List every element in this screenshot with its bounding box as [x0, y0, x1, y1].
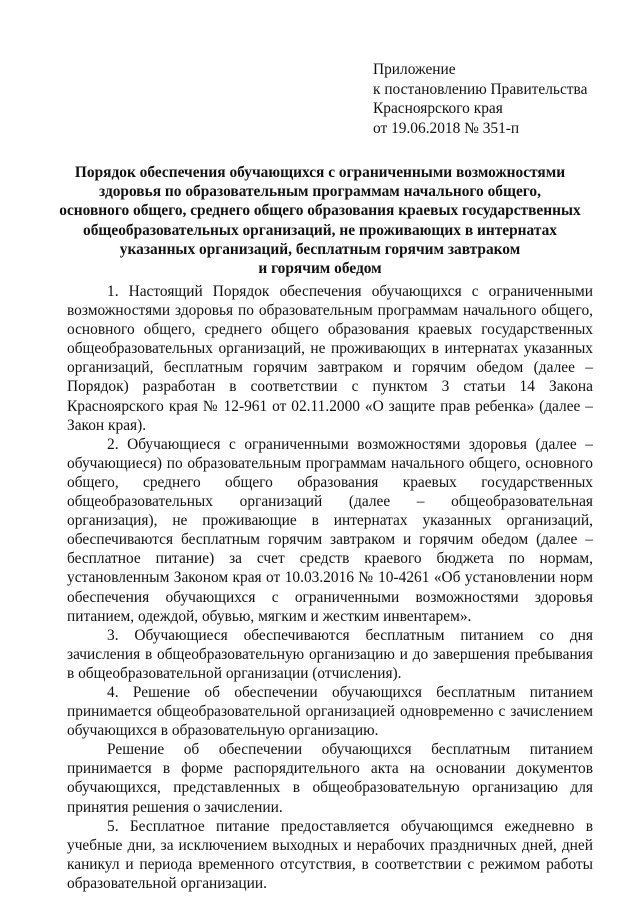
paragraph-4-continued: Решение об обеспечении обучающихся бесплатным питанием принимается в форме распорядительного акта на основании документов обучающихся, представленных в общеобразовательную организацию для принятия решения о зачислении.: [67, 741, 593, 816]
title-line: здоровья по образовательным программам начального общего,: [99, 183, 541, 201]
appendix-line: от 19.06.2018 № 351-п: [373, 119, 520, 137]
title-line: общеобразовательных организаций, не проживающих в интернатах: [83, 221, 557, 239]
paragraph-2: 2. Обучающиеся с ограниченными возможностями здоровья (далее – обучающиеся) по образовательным программам начального общего, основного общего, среднего общего образования краевых государственных общеобразовательных организаций (далее – общеобразовательная организация), не проживающие в интернатах указанных организаций, обеспечиваются бесплатным горячим завтраком и горячим обедом (далее – бесплатное питание) за счет средств краевого бюджета по нормам, установленным Законом края от 10.03.2016 № 10-4261 «Об установлении норм обеспечения обучающихся с ограниченными возможностями здоровья питанием, одеждой, обувью, мягким и жестким инвентарем».: [67, 435, 593, 625]
paragraph-3: 3. Обучающиеся обеспечиваются бесплатным питанием со дня зачисления в общеобразовательную организацию и до завершения пребывания в общеобразовательной организации (отчисления).: [67, 626, 593, 682]
appendix-line: к постановлению Правительства: [373, 80, 588, 98]
title-line: указанных организаций, бесплатным горячим завтраком: [119, 240, 521, 258]
paragraph-1: 1. Настоящий Порядок обеспечения обучающихся с ограниченными возможностями здоровья по образовательным программам начального общего, основного общего, среднего общего образования краевых государственных общеобразовательных организаций, не проживающих в интернатах указанных организаций, бесплатным горячим завтраком и горячим обедом (далее – Порядок) разработан в соответствии с пунктом 3 статьи 14 Закона Красноярского края № 12-961 от 02.11.2000 «О защите прав ребенка» (далее – Закон края).: [67, 283, 593, 434]
appendix-line: Приложение: [373, 61, 456, 78]
paragraph-4: 4. Решение об обеспечении обучающихся бесплатным питанием принимается общеобразовательной организацией одновременно с зачислением обучающихся в образовательную организацию.: [67, 683, 593, 740]
title-line: Порядок обеспечения обучающихся с ограниченными возможностями: [74, 164, 566, 181]
appendix-line: Красноярского края: [373, 100, 503, 117]
title-line: основного общего, среднего общего образования краевых государственных: [59, 202, 581, 220]
document-title: [40, 163, 600, 278]
document-body: [67, 282, 593, 893]
appendix-block: [373, 60, 587, 138]
title-line: и горячим обедом: [258, 260, 382, 278]
paragraph-5: 5. Бесплатное питание предоставляется обучающимся ежедневно в учебные дни, за исключением выходных и нерабочих праздничных дней, дней каникул и периода временного отсутствия, в соответствии с режимом работы образовательной организации.: [67, 817, 593, 892]
